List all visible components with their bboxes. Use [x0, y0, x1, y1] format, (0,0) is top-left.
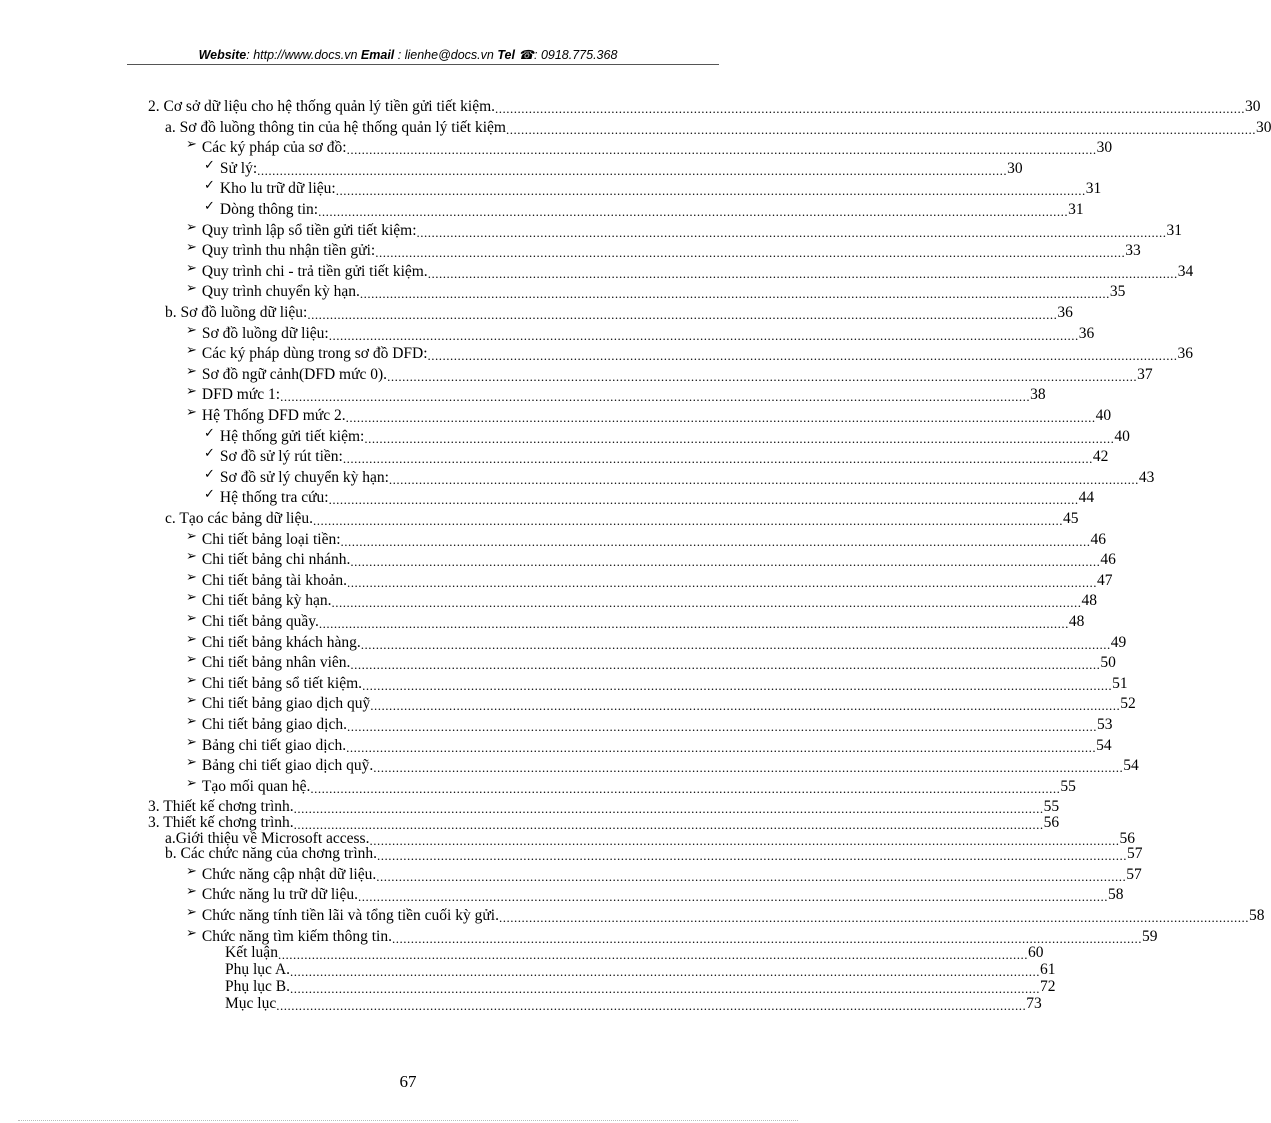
toc-entry [186, 884, 1124, 905]
toc-entry [186, 775, 1076, 796]
toc-entry-title: Hệ thống tra cứu: [219, 489, 329, 507]
email-label: Email [360, 48, 395, 62]
dot-leader: ........................................................................................................................................................................................................ [346, 142, 1097, 158]
toc-entry [186, 363, 1153, 384]
toc-entry [186, 281, 1126, 302]
dot-leader: ........................................................................................................................................................................................................ [257, 162, 1008, 178]
toc-entry-page: 58 [1107, 886, 1124, 904]
toc-entry-page: 48 [1068, 613, 1085, 630]
toc-entry-page: 52 [1120, 695, 1136, 713]
arrowhead-bullet-icon: ➢ [186, 260, 197, 276]
toc-entry-page: 35 [1109, 283, 1126, 301]
checkmark-icon: ✓ [204, 157, 215, 173]
toc-entry-page: 40 [1114, 427, 1130, 445]
toc-entry-title: a.Giới thiệu về Microsoft access. [165, 829, 370, 847]
toc-entry-title: Bảng chi tiết giao dịch quỹ. [201, 757, 374, 775]
dot-leader: ........................................................................................................................................................................................................ [364, 430, 1115, 446]
dot-leader: ........................................................................................................................................................................................................ [427, 265, 1178, 281]
toc-entry-page: 43 [1138, 468, 1155, 486]
checkmark-icon: ✓ [204, 199, 215, 214]
arrowhead-bullet-icon: ➢ [186, 590, 197, 606]
dot-leader: ........................................................................................................................................................................................................ [495, 101, 1246, 116]
toc-entry [186, 672, 1128, 693]
toc-entry-page: 60 [1027, 944, 1044, 962]
checkmark-icon: ✓ [204, 487, 215, 503]
toc-entry [186, 652, 1116, 673]
toc-entry-page: 46 [1100, 551, 1116, 569]
toc-entry-title: Chi tiết bảng giao dịch quỹ [201, 695, 371, 713]
dot-leader: ........................................................................................................................................................................................................ [350, 657, 1101, 673]
toc-entry [186, 755, 1139, 776]
page-number: 67 [399, 1072, 417, 1091]
toc-entry-title: Sơ đồ sử lý chuyển kỳ hạn: [219, 468, 389, 486]
toc-entry-title: Mục lục [225, 994, 277, 1012]
dot-leader: ........................................................................................................................................................................................................ [427, 348, 1178, 364]
toc-entry-page: 37 [1137, 365, 1153, 383]
toc-entry-title: Chức năng tính tiền lãi và tổng tiền cuối kỳ gửi. [201, 907, 499, 924]
dot-leader: ........................................................................................................................................................................................................ [293, 801, 1044, 817]
toc-entry-title: Phụ lục A. [225, 961, 291, 979]
toc-entry-title: Quy trình lập sổ tiền gửi tiết kiệm: [201, 221, 417, 239]
arrowhead-bullet-icon: ➢ [186, 755, 197, 771]
toc-entry [148, 96, 1261, 116]
toc-entry-title: Sử lý: [219, 159, 258, 177]
dot-leader: ........................................................................................................................................................................................................ [328, 492, 1079, 508]
toc-entry-title: Chi tiết bảng nhân viên. [201, 654, 351, 672]
toc-entry [186, 693, 1136, 714]
dot-leader: ........................................................................................................................................................................................................ [346, 719, 1097, 734]
toc-entry-page: 54 [1123, 757, 1139, 775]
toc-entry [165, 117, 1271, 137]
toc-entry-title: Chi tiết bảng sổ tiết kiệm. [201, 674, 363, 692]
toc-entry-page: 56 [1119, 829, 1135, 847]
toc-entry-title: Hệ Thống DFD mức 2. [201, 407, 346, 424]
toc-entry [186, 528, 1107, 549]
toc-entry [186, 863, 1142, 884]
toc-entry-page: 36 [1057, 304, 1073, 321]
arrowhead-bullet-icon: ➢ [186, 137, 197, 153]
toc-entry-title: Chi tiết bảng quầy. [201, 613, 319, 630]
website-value: : http://www.docs.vn [246, 48, 358, 62]
phone-icon: ☎ [518, 48, 534, 62]
toc-entry-page: 46 [1090, 530, 1107, 548]
toc-entry-title: Sơ đồ luồng dữ liệu: [201, 324, 329, 342]
arrowhead-bullet-icon: ➢ [186, 219, 197, 235]
arrowhead-bullet-icon: ➢ [186, 775, 197, 791]
dot-leader: ........................................................................................................................................................................................................ [392, 930, 1142, 946]
toc-entry-page: 55 [1060, 777, 1076, 795]
toc-entry [186, 384, 1046, 405]
toc-entry-title: Chi tiết bảng giao dịch. [201, 716, 347, 733]
dot-leader: ........................................................................................................................................................................................................ [359, 286, 1110, 302]
toc-entry [204, 157, 1023, 178]
toc-entry-title: 2. Cơ sở dữ liệu cho hệ thống quản lý tiền gửi tiết kiệm. [148, 98, 496, 115]
toc-entry [165, 508, 1079, 528]
toc-entry-page: 58 [1248, 907, 1265, 924]
arrowhead-bullet-icon: ➢ [186, 528, 197, 544]
dot-leader: ........................................................................................................................................................................................................ [346, 739, 1097, 755]
toc-entry-page: 42 [1092, 448, 1109, 466]
toc-entry-page: 34 [1177, 262, 1194, 280]
toc-entry-page: 30 [1245, 98, 1261, 115]
toc-entry [186, 405, 1112, 425]
dot-leader: ........................................................................................................................................................................................................ [293, 817, 1044, 832]
toc-entry [165, 302, 1073, 322]
arrowhead-bullet-icon: ➢ [186, 714, 197, 729]
arrowhead-bullet-icon: ➢ [186, 631, 197, 647]
toc-entry-title: Kho lu trữ dữ liệu: [219, 180, 336, 198]
arrowhead-bullet-icon: ➢ [186, 905, 197, 920]
arrowhead-bullet-icon: ➢ [186, 281, 197, 297]
toc-entry-title: Các ký pháp của sơ đồ: [201, 139, 347, 157]
toc-entry-page: 53 [1096, 716, 1113, 733]
dot-leader: ........................................................................................................................................................................................................ [388, 471, 1139, 487]
tel-label: Tel [497, 48, 515, 62]
toc-entry-page: 30 [1255, 118, 1271, 136]
arrowhead-bullet-icon: ➢ [186, 672, 197, 688]
toc-entry-page: 36 [1177, 345, 1194, 363]
toc-entry-page: 38 [1030, 386, 1046, 404]
page-header [0, 47, 816, 62]
toc-entry-title: 3. Thiết kế chơng trình. [148, 798, 294, 816]
toc-entry-page: 51 [1112, 674, 1128, 692]
toc-entry-title: Chức năng cập nhật dữ liệu. [201, 865, 377, 883]
toc-entry [186, 714, 1113, 734]
toc-entry-page: 31 [1085, 180, 1102, 198]
toc-entry-title: Quy trình chuyển kỳ hạn. [201, 283, 360, 301]
toc-entry [186, 631, 1127, 652]
toc-entry [204, 425, 1130, 446]
toc-entry [186, 611, 1085, 631]
toc-entry-title: DFD mức 1: [201, 386, 281, 404]
dot-leader: ........................................................................................................................................................................................................ [360, 636, 1111, 652]
arrowhead-bullet-icon: ➢ [186, 363, 197, 379]
toc-entry-title: Sơ đồ sử lý rút tiền: [219, 448, 343, 466]
arrowhead-bullet-icon: ➢ [186, 569, 197, 585]
dot-leader: ........................................................................................................................................................................................................ [280, 389, 1031, 405]
toc-entry-title: 3. Thiết kế chơng trình. [148, 814, 294, 831]
dot-leader: ........................................................................................................................................................................................................ [307, 307, 1058, 322]
arrowhead-bullet-icon: ➢ [186, 405, 197, 420]
dot-leader: ........................................................................................................................................................................................................ [375, 245, 1126, 261]
dot-leader: ........................................................................................................................................................................................................ [290, 981, 1041, 996]
toc-entry-title: Chi tiết bảng chi nhánh. [201, 551, 351, 569]
dot-leader: ........................................................................................................................................................................................................ [376, 868, 1127, 884]
toc-entry-title: b. Sơ đồ luồng dữ liệu: [165, 304, 308, 321]
dot-leader: ........................................................................................................................................................................................................ [387, 368, 1138, 384]
toc-entry-title: Các ký pháp dùng trong sơ đồ DFD: [201, 345, 428, 363]
toc-entry-title: Chức năng tìm kiếm thông tin. [201, 927, 392, 945]
toc-entry-page: 50 [1100, 654, 1116, 672]
dot-leader: ........................................................................................................................................................................................................ [290, 964, 1041, 980]
arrowhead-bullet-icon: ➢ [186, 925, 197, 941]
arrowhead-bullet-icon: ➢ [186, 884, 197, 900]
arrowhead-bullet-icon: ➢ [186, 322, 197, 338]
dot-leader: ........................................................................................................................................................................................................ [373, 760, 1124, 776]
dot-leader: ........................................................................................................................................................................................................ [342, 451, 1093, 467]
checkmark-icon: ✓ [204, 425, 215, 441]
dot-leader: ........................................................................................................................................................................................................ [312, 513, 1063, 528]
toc-entry [186, 219, 1183, 240]
toc-entry-page: 33 [1125, 242, 1141, 260]
toc-entry-page: 61 [1040, 961, 1056, 979]
toc-entry [204, 178, 1102, 199]
dot-leader: ........................................................................................................................................................................................................ [370, 698, 1121, 714]
toc-entry-title: b. Các chức năng của chơng trình. [165, 845, 377, 863]
toc-entry-title: Chi tiết bảng kỳ hạn. [201, 592, 332, 610]
bottom-dotted-rule [18, 1120, 798, 1121]
dot-leader: ........................................................................................................................................................................................................ [331, 595, 1082, 611]
tel-value: : 0918.775.368 [534, 48, 618, 62]
toc-entry-page: 56 [1043, 814, 1060, 831]
toc-entry-page: 49 [1110, 633, 1127, 651]
arrowhead-bullet-icon: ➢ [186, 693, 197, 709]
toc-entry-title: Chi tiết bảng khách hàng. [201, 633, 361, 651]
toc-entry-page: 59 [1142, 927, 1158, 945]
toc-entry-page: 47 [1096, 571, 1113, 589]
arrowhead-bullet-icon: ➢ [186, 863, 197, 879]
dot-leader: ........................................................................................................................................................................................................ [345, 410, 1096, 425]
toc-entry-page: 30 [1096, 139, 1113, 157]
website-label: Website [198, 48, 247, 62]
toc-entry [186, 322, 1095, 343]
toc-entry [186, 734, 1112, 755]
dot-leader: ........................................................................................................................................................................................................ [318, 616, 1069, 631]
toc-entry-page: 30 [1007, 159, 1023, 177]
toc-entry [225, 993, 1042, 1013]
arrowhead-bullet-icon: ➢ [186, 611, 197, 626]
toc-entry-title: Kết luận [225, 944, 278, 962]
checkmark-icon: ✓ [204, 466, 215, 482]
toc-entry [204, 487, 1095, 508]
toc-entry-title: c. Tạo các bảng dữ liệu. [165, 510, 313, 527]
toc-entry-page: 57 [1126, 865, 1142, 883]
arrowhead-bullet-icon: ➢ [186, 343, 197, 359]
toc-entry-page: 36 [1078, 324, 1095, 342]
toc-entry [186, 905, 1265, 925]
checkmark-icon: ✓ [204, 446, 215, 462]
dot-leader: ........................................................................................................................................................................................................ [276, 997, 1027, 1013]
toc-entry [186, 549, 1116, 570]
toc-entry [204, 199, 1084, 219]
dot-leader: ........................................................................................................................................................................................................ [318, 204, 1069, 219]
toc-entry-title: Tạo mối quan hệ. [201, 777, 311, 795]
toc-entry-page: 54 [1096, 736, 1112, 754]
toc-entry-page: 31 [1068, 201, 1084, 218]
dot-leader: ........................................................................................................................................................................................................ [505, 121, 1256, 137]
dot-leader: ........................................................................................................................................................................................................ [498, 910, 1249, 925]
toc-entry-page: 31 [1166, 221, 1183, 239]
arrowhead-bullet-icon: ➢ [186, 240, 197, 256]
toc-entry-title: Sơ đồ ngữ cảnh(DFD mức 0). [201, 365, 388, 383]
toc-entry-title: Dòng thông tin: [219, 201, 319, 218]
toc-entry-title: Chức năng lu trữ dữ liệu. [201, 886, 358, 904]
dot-leader: ........................................................................................................................................................................................................ [362, 677, 1113, 693]
dot-leader: ........................................................................................................................................................................................................ [335, 183, 1086, 199]
toc-entry-title: Chi tiết bảng tài khoản. [201, 571, 347, 589]
toc-entry [186, 240, 1141, 261]
toc-entry-page: 73 [1026, 994, 1042, 1012]
toc-entry-title: Chi tiết bảng loại tiền: [201, 530, 341, 548]
arrowhead-bullet-icon: ➢ [186, 384, 197, 400]
dot-leader: ........................................................................................................................................................................................................ [310, 780, 1061, 796]
toc-entry [165, 843, 1143, 864]
toc-entry-title: Bảng chi tiết giao dịch. [201, 736, 347, 754]
dot-leader: ........................................................................................................................................................................................................ [346, 574, 1097, 590]
dot-leader: ........................................................................................................................................................................................................ [369, 832, 1120, 848]
toc-entry-page: 40 [1095, 407, 1112, 424]
email-value: : lienhe@docs.vn [397, 48, 494, 62]
checkmark-icon: ✓ [204, 178, 215, 194]
dot-leader: ........................................................................................................................................................................................................ [357, 889, 1108, 905]
toc-entry [186, 260, 1194, 281]
toc-entry-title: Quy trình thu nhận tiền gửi: [201, 242, 376, 260]
toc-entry-page: 45 [1062, 510, 1079, 527]
toc-entry [204, 466, 1155, 487]
header-rule [127, 64, 719, 65]
dot-leader: ........................................................................................................................................................................................................ [277, 947, 1028, 963]
arrowhead-bullet-icon: ➢ [186, 734, 197, 750]
toc-entry-page: 57 [1127, 845, 1143, 863]
toc-entry-title: Phụ lục B. [225, 978, 291, 995]
dot-leader: ........................................................................................................................................................................................................ [340, 533, 1091, 549]
toc-entry-page: 55 [1043, 798, 1060, 816]
toc-entry-page: 44 [1078, 489, 1095, 507]
toc-entry [186, 590, 1097, 611]
toc-entry-title: Quy trình chi - trả tiền gửi tiết kiệm. [201, 262, 428, 280]
toc-entry-title: a. Sơ đồ luồng thông tin của hệ thống quản lý tiết kiệm [165, 118, 506, 136]
dot-leader: ........................................................................................................................................................................................................ [350, 554, 1101, 570]
toc-entry-page: 48 [1081, 592, 1097, 610]
dot-leader: ........................................................................................................................................................................................................ [328, 327, 1079, 343]
toc-entry [186, 569, 1113, 590]
toc-entry-title: Hệ thống gửi tiết kiệm: [219, 427, 365, 445]
toc-entry [186, 343, 1194, 364]
toc-entry [204, 446, 1109, 467]
arrowhead-bullet-icon: ➢ [186, 652, 197, 668]
toc-entry-page: 72 [1040, 978, 1056, 995]
toc-entry [186, 137, 1113, 158]
arrowhead-bullet-icon: ➢ [186, 549, 197, 565]
dot-leader: ........................................................................................................................................................................................................ [416, 224, 1167, 240]
dot-leader: ........................................................................................................................................................................................................ [377, 848, 1127, 864]
